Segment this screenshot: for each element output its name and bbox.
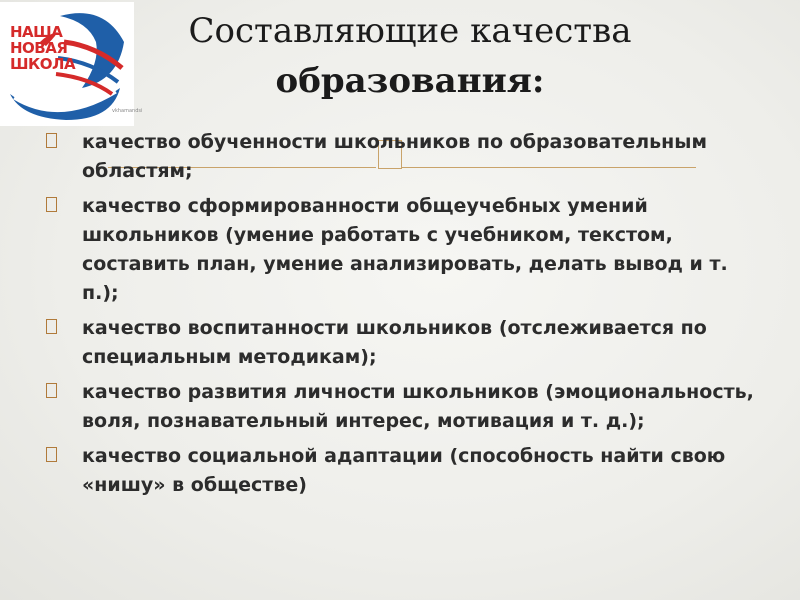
list-item — [46, 314, 766, 372]
logo-small-text: vkhamandsi — [112, 108, 143, 114]
square-bullet-icon — [46, 133, 57, 148]
list-item — [46, 192, 766, 308]
logo-text-line-1: НАША — [10, 23, 63, 41]
slide-title-line-1: Составляющие качества — [188, 11, 632, 51]
list-item — [46, 442, 766, 500]
logo-text-line-3: ШКОЛА — [10, 55, 76, 73]
bullet-list — [46, 128, 766, 506]
nasha-novaya-shkola-logo — [0, 2, 143, 126]
square-bullet-icon — [46, 319, 57, 334]
list-item — [46, 128, 766, 186]
slide-title — [150, 6, 670, 106]
slide-title-line-2: образования: — [275, 61, 545, 101]
square-bullet-icon — [46, 447, 57, 462]
square-bullet-icon — [46, 383, 57, 398]
logo-text-line-2: НОВАЯ — [10, 39, 68, 57]
list-item-text: качество воспитанности школьников (отслеживается по специальным методикам); — [82, 317, 707, 368]
list-item-text: качество обученности школьников по образовательным областям; — [82, 131, 707, 182]
list-item-text: качество сформированности общеучебных умений школьников (умение работать с учебником, текстом, составить план, умение анализировать, делать вывод и т. п.); — [82, 195, 728, 304]
square-bullet-icon — [46, 197, 57, 212]
list-item-text: качество социальной адаптации (способность найти свою «нишу» в обществе) — [82, 445, 726, 496]
list-item-text: качество развития личности школьников (эмоциональность, воля, познавательный интерес, мотивация и т. д.); — [82, 381, 754, 432]
list-item — [46, 378, 766, 436]
